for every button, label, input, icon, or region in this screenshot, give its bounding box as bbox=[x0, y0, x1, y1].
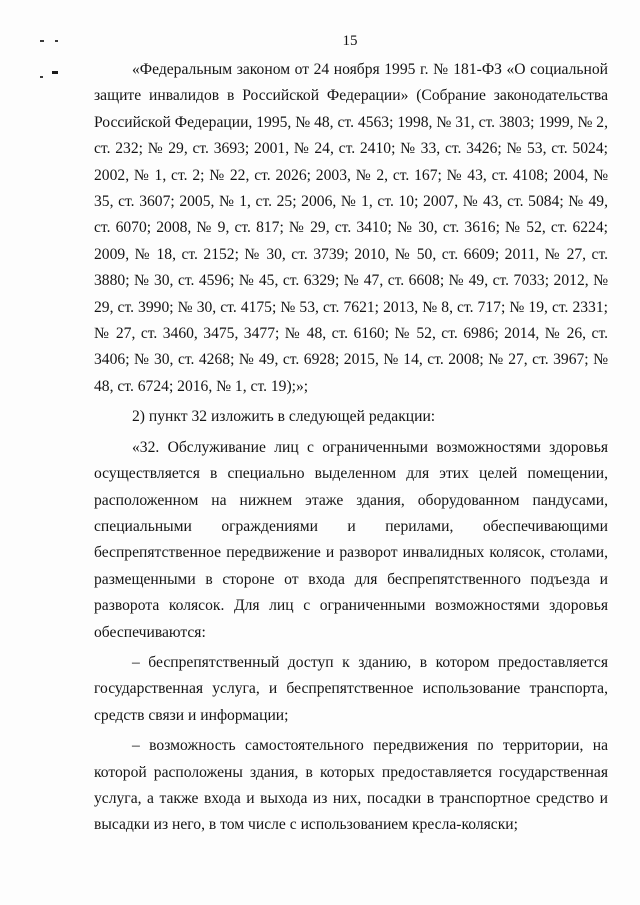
page-number: 15 bbox=[342, 33, 358, 49]
scan-artifact bbox=[40, 76, 43, 78]
list-item-access: – беспрепятственный доступ к зданию, в котором предоставляется государственная услуга, и беспрепятственное использование транспорта, средств связи и информации; bbox=[94, 653, 608, 724]
document-body bbox=[94, 57, 608, 839]
paragraph-item-32: «32. Обслуживание лиц с ограниченными возможностями здоровья осуществляется в специально выделенном для этих целей помещении, расположенном на нижнем этаже здания, оборудованном пандусами, специальными ограждениями и перилами, обеспечивающими беспрепятственное передвижение и разворот инвалидных колясок, столами, размещенными в стороне от входа для беспрепятственного подъезда и разворота колясок. Для лиц с ограниченными возможностями здоровья обеспечиваются: bbox=[94, 438, 608, 641]
paragraph-law-reference: «Федеральным законом от 24 ноября 1995 г. № 181-ФЗ «О социальной защите инвалидов в Российской Федерации» (Собрание законодательства Российской Федерации, 1995, № 48, ст. 4563; 1998, № 31, ст. 3803; 1999, № 2, ст. 232; № 29, ст. 3693; 2001, № 24, ст. 2410; № 33, ст. 3426; № 53, ст. 5024; 2002, № 1, ст. 2; № 22, ст. 2026; 2003, № 2, ст. 167; № 43, ст. 4108; 2004, № 35, ст. 3607; 2005, № 1, ст. 25; 2006, № 1, ст. 10; 2007, № 43, ст. 5084; № 49, ст. 6070; 2008, № 9, ст. 817; № 29, ст. 3410; № 30, ст. 3616; № 52, ст. 6224; 2009, № 18, ст. 2152; № 30, ст. 3739; 2010, № 50, ст. 6609; 2011, № 27, ст. 3880; № 30, ст. 4596; № 45, ст. 6329; № 47, ст. 6608; № 49, ст. 7033; 2012, № 29, ст. 3990; № 30, ст. 4175; № 53, ст. 7621; 2013, № 8, ст. 717; № 19, ст. 2331; № 27, ст. 3460, 3475, 3477; № 48, ст. 6160; № 52, ст. 6986; 2014, № 26, ст. 3406; № 30, ст. 4268; № 49, ст. 6928; 2015, № 14, ст. 2008; № 27, ст. 3967; № 48, ст. 6724; 2016, № 1, ст. 19);»; bbox=[94, 61, 608, 395]
scan-artifact bbox=[52, 71, 58, 74]
list-item-movement: – возможность самостоятельного передвижения по территории, на которой расположены здания, в которых предоставляется государственная услуга, а также входа и выхода из них, посадки в транспортное средство и высадки из него, в том числе с использованием кресла-коляски; bbox=[94, 737, 608, 834]
paragraph-amendment-instruction: 2) пункт 32 изложить в следующей редакции: bbox=[132, 408, 436, 426]
